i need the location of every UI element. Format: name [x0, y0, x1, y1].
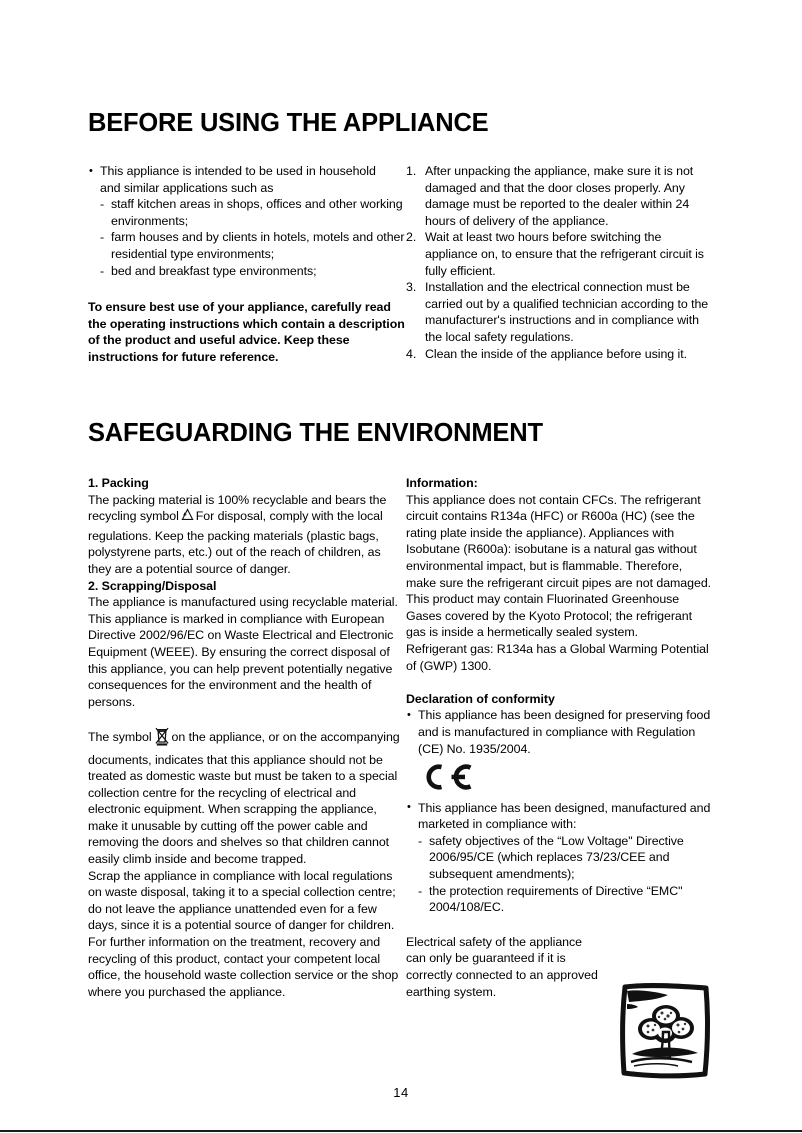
tree-illustration [618, 982, 714, 1082]
safeguarding-right-column [406, 475, 714, 1000]
packing-text-b: For disposal, comply with the local regulations. Keep the packing materials (plastic bags, polystyrene parts, etc.) out of the reach of children, as they are a potential source of danger. [88, 509, 383, 576]
step-number: 4. [406, 346, 417, 361]
declaration-of-conformity-subheading: Declaration of conformity [406, 691, 555, 706]
before-using-right-column [406, 163, 714, 366]
conformity-list [406, 707, 714, 757]
scrapping-paragraph-1: The appliance is manufactured using recyclable material. [88, 595, 398, 610]
list-item: - staff kitchen areas in shops, offices and other working environments; [100, 196, 406, 229]
list-item [406, 163, 714, 229]
conformity-bullet-2-text: This appliance has been designed, manufactured and marketed in compliance with: [418, 800, 711, 832]
preparation-steps-list [406, 163, 714, 362]
scrapping-paragraph-2: This appliance is marked in compliance with European Directive 2002/96/EC on Waste Electrical and Electronic Equipment (WEEE). By ensuring the correct disposal of this appliance, you can help prevent potentially negative consequences for the environment and the health of persons. [88, 611, 394, 709]
ce-marking-icon [420, 763, 714, 796]
information-paragraph-3: Refrigerant gas: R134a has a Global Warming Potential of (GWP) 1300. [406, 641, 709, 673]
step-text: Clean the inside of the appliance before using it. [425, 346, 688, 361]
list-item [406, 800, 714, 916]
step-number: 1. [406, 164, 417, 178]
list-item [406, 279, 714, 345]
electrical-safety-paragraph: Electrical safety of the appliance can only be guaranteed if it is correctly connected to an approved earthing system. [406, 934, 598, 999]
usage-line-2: and similar applications such as [100, 180, 274, 195]
usage-sub-list [100, 196, 406, 279]
list-item: - farm houses and by clients in hotels, motels and other residential type environments; [100, 229, 406, 262]
safeguarding-left-column [88, 475, 406, 1000]
recycling-icon [180, 508, 195, 528]
instructions-notice: To ensure best use of your appliance, carefully read the operating instructions which contain a description of the product and useful advice. Keep these instructions for future reference. [88, 300, 405, 364]
before-using-left-column [88, 163, 406, 366]
list-item [406, 229, 714, 279]
appliance-usage-list [88, 163, 406, 279]
information-paragraph-2: This product may contain Fluorinated Greenhouse Gases covered by the Kyoto Protocol; the refrigerant gas is inside a hermetically sealed system. [406, 592, 692, 640]
symbol-text-a: The symbol [88, 729, 152, 744]
information-subheading: Information: [406, 476, 478, 490]
further-information-paragraph: For further information on the treatment, recovery and recycling of this product, contact your competent local office, the household waste collection service or the shop where you purchased the appliance. [88, 935, 399, 999]
list-item [88, 163, 406, 279]
weee-symbol-paragraph [88, 727, 406, 868]
scrap-compliance-paragraph: Scrap the appliance in compliance with local regulations on waste disposal, taking it to a special collection centre; do not leave the appliance unattended even for a few days, since it is a potential source of danger for children. [88, 868, 396, 933]
page-number: 14 [393, 1085, 409, 1100]
section-before-using-columns [88, 163, 714, 366]
step-text: Installation and the electrical connection must be carried out by a qualified technician according to the manufacturer's instructions and in compliance with the local safety regulations. [425, 280, 709, 344]
crossed-out-wheelie-bin-icon [154, 727, 170, 752]
packing-text-a: The packing material is 100% recyclable and bears the recycling symbol [88, 492, 387, 524]
information-paragraph-1: This appliance does not contain CFCs. The refrigerant circuit contains R134a (HFC) or R600a (HC) (see the rating plate inside the appliance). Appliances with Isobutane (R600a): isobutane is a natural gas without environmental impact, but is flammable. Therefore, make sure the refrigerant circuit pipes are not damaged. [406, 492, 712, 590]
list-item: - bed and breakfast type environments; [100, 263, 406, 280]
list-item: - the protection requirements of Directive “EMC" 2004/108/EC. [418, 883, 714, 916]
section-safeguarding-columns [88, 475, 714, 1000]
list-item: - safety objectives of the “Low Voltage" Directive 2006/95/CE (which replaces 73/23/CEE and subsequent amendments); [418, 833, 714, 883]
list-item: • This appliance has been designed for preserving food and is manufactured in compliance with Regulation (CE) No. 1935/2004. [406, 707, 714, 757]
symbol-text-b: on the appliance, or on the accompanying documents, indicates that this appliance should not be treated as domestic waste but must be taken to a special collection centre for the recycling of electrical and electronic equipment. When scrapping the appliance, make it unusable by cutting off the power cable and removing the doors and shelves so that children cannot easily climb inside and become trapped. [88, 729, 400, 867]
section-heading-safeguarding-environment: SAFEGUARDING THE ENVIRONMENT [88, 419, 543, 447]
step-text: After unpacking the appliance, make sure it is not damaged and that the door closes properly. Any damage must be reported to the dealer within 24 hours of delivery of the appliance. [425, 164, 694, 228]
footer-divider [0, 1130, 802, 1132]
step-number: 3. [406, 280, 417, 295]
packing-paragraph [88, 492, 406, 578]
step-number: 2. [406, 230, 417, 245]
section-heading-before-using: BEFORE USING THE APPLIANCE [88, 109, 489, 137]
list-item [406, 346, 714, 363]
step-text: Wait at least two hours before switching the appliance on, to ensure that the refrigerant circuit is fully efficient. [425, 230, 704, 278]
packing-subheading: 1. Packing [88, 476, 149, 490]
page-content [88, 0, 714, 1133]
conformity-list-2 [406, 800, 714, 916]
conformity-sub-list [418, 833, 714, 916]
scrapping-subheading: 2. Scrapping/Disposal [88, 578, 217, 593]
usage-line-1: This appliance is intended to be used in household [100, 164, 376, 178]
